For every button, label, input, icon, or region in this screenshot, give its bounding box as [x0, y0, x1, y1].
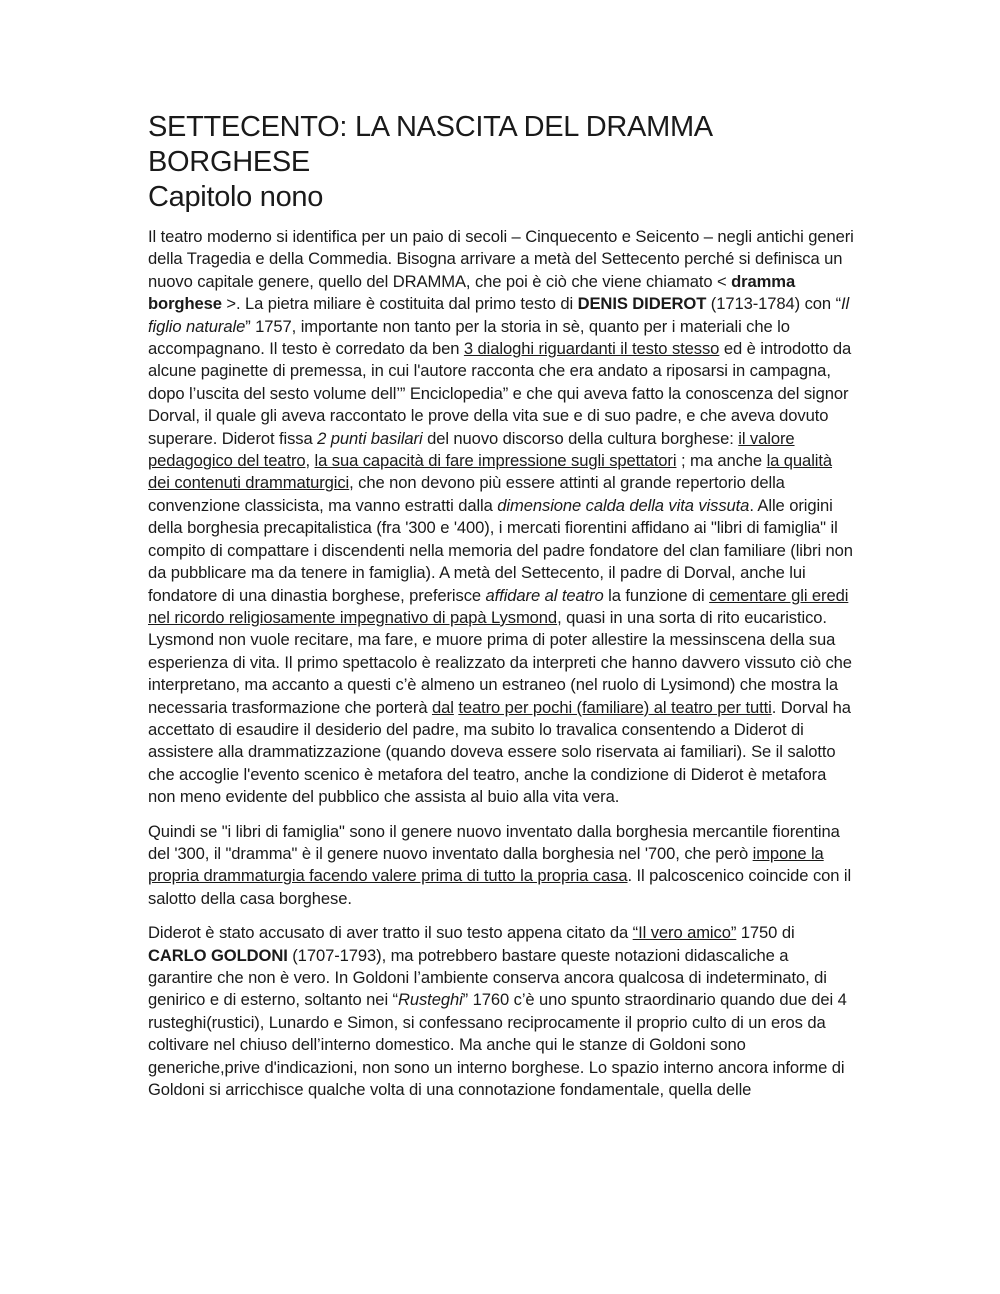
paragraph	[148, 922, 854, 1101]
title-line-2: Capitolo nono	[148, 181, 324, 213]
bold-text: DENIS DIDEROT	[577, 294, 707, 314]
text-run: del nuovo discorso della cultura borghese:	[422, 428, 739, 448]
underlined-text: 3 dialoghi riguardanti il testo stesso	[463, 339, 720, 359]
text-run: ” 1757, importante non tanto per la storia in sè, quanto per i materiali che lo accompagnano. Il testo è corredato da ben	[148, 316, 790, 359]
text-run: 1750 di	[736, 923, 795, 943]
underlined-text: teatro per pochi (familiare) al teatro per tutti	[458, 697, 772, 717]
underlined-text: il valore pedagogico del teatro	[148, 428, 795, 471]
title-line-1: SETTECENTO: LA NASCITA DEL DRAMMA BORGHESE	[148, 111, 712, 178]
text-run: >. La pietra miliare è costituita dal primo testo di	[221, 294, 578, 314]
text-run: (1707-1793), ma potrebbero bastare queste notazioni didascaliche a garantire che non è vero. In Goldoni l’ambiente conserva ancora qualcosa di indeterminato, di genirico e di esterno, soltanto nei “	[148, 945, 827, 1010]
underlined-text: dal	[431, 697, 454, 717]
bold-text: dramma borghese	[148, 271, 796, 314]
paragraph	[148, 821, 854, 911]
text-run: (1713-1784) con “	[706, 294, 841, 314]
italic-text: Il figlio naturale	[148, 294, 850, 336]
document-body	[148, 226, 854, 1101]
underlined-text: la qualità dei contenuti drammaturgici	[148, 451, 833, 493]
text-run: ed è introdotto da alcune paginette di premessa, in cui l'autore racconta che era andato a riposarsi in campagna, dopo l’uscita del sesto volume dell’” Enciclopedia” e che qui aveva fatto la conoscenza del signor Dorval, il quale gli aveva raccontato le prove della vita sue e di suo padre, e che aveva dovuto superare. Diderot fissa	[148, 339, 852, 448]
text-run: . Alle origini della borghesia precapitalistica (fra '300 e '400), i mercati fiorentini affidano ai "libri di famiglia" il compito di compattare i discendenti nella memoria del padre fondatore del clan familiare (libri non da pubblicare ma da tenere in famiglia). A metà del Settecento, il padre di Dorval, anche lui fondatore di una dinastia borghese, preferisce	[148, 495, 853, 605]
text-run: la funzione di	[603, 585, 710, 605]
text-run: ,	[305, 451, 315, 471]
underlined-text: la sua capacità di fare impressione sugli spettatori	[314, 451, 677, 471]
italic-text: dimensione calda della vita vissuta	[497, 495, 750, 515]
text-run: ” 1760 c’è uno spunto straordinario quando due dei 4 rusteghi(rustici), Lunardo e Simon, si confessano reciprocamente il proprio culto di un eros da coltivare nel chiuso dell’interno domestico. Ma anche qui le stanze di Goldoni sono generiche,prive d'indicazioni, non sono un interno borghese. Lo spazio interno ancora informe di Goldoni si arricchisce qualche volta di una connotazione fondamentale, quella delle	[148, 990, 847, 1100]
text-run: Quindi se "i libri di famiglia" sono il genere nuovo inventato dalla borghesia mercantile fiorentina del '300, il "dramma" è il genere nuovo inventato dalla borghesia nel '700, che però	[148, 821, 840, 863]
paragraph	[148, 226, 854, 809]
text-run: , quasi in una sorta di rito eucaristico. Lysmond non vuole recitare, ma fare, e muore prima di poter allestire la messinscena della sua esperienza di vita. Il primo spettacolo è realizzato da interpreti che hanno davvero vissuto ciò che interpretano, ma accanto a questi c’è almeno un estraneo (nel ruolo di Lysimond) che mostra la necessaria trasformazione che porterà	[148, 607, 852, 717]
text-run: . Dorval ha accettato di esaudire il desiderio del padre, ma subito lo travalica consentendo a Diderot di assistere alla drammatizzazione (quando doveva essere solo riservata ai familiari). Se il salotto che accoglie l'evento scenico è metafora del teatro, anche la condizione di Diderot è metafora non meno evidente del pubblico che assista al buio alla vita vera.	[148, 697, 851, 807]
underlined-text: cementare gli eredi nel ricordo religiosamente impegnativo di papà Lysmond	[148, 585, 849, 627]
bold-text: CARLO GOLDONI	[148, 945, 288, 965]
underlined-text: impone la propria drammaturgia facendo valere prima di tutto la propria casa	[148, 843, 824, 886]
italic-text: 2 punti basilari	[317, 428, 423, 448]
underlined-text: “Il vero amico”	[632, 923, 737, 943]
italic-text: affidare al teatro	[485, 585, 604, 605]
text-run: , che non devono più essere attinti al grande repertorio della convenzione classicista, ma vanno estratti dalla	[148, 473, 785, 515]
document-title	[148, 110, 854, 215]
text-run: Diderot è stato accusato di aver tratto il suo testo appena citato da	[148, 923, 633, 943]
italic-text: Rusteghi	[397, 990, 463, 1010]
text-run: Il teatro moderno si identifica per un paio di secoli – Cinquecento e Seicento – negli antichi generi della Tragedia e della Commedia. Bisogna arrivare a metà del Settecento perché si definisca un nuovo capitale genere, quello del DRAMMA, che poi è ciò che viene chiamato <	[148, 227, 854, 291]
text-run: . Il palcoscenico coincide con il salotto della casa borghese.	[148, 866, 852, 908]
text-run: ; ma anche	[676, 451, 767, 471]
